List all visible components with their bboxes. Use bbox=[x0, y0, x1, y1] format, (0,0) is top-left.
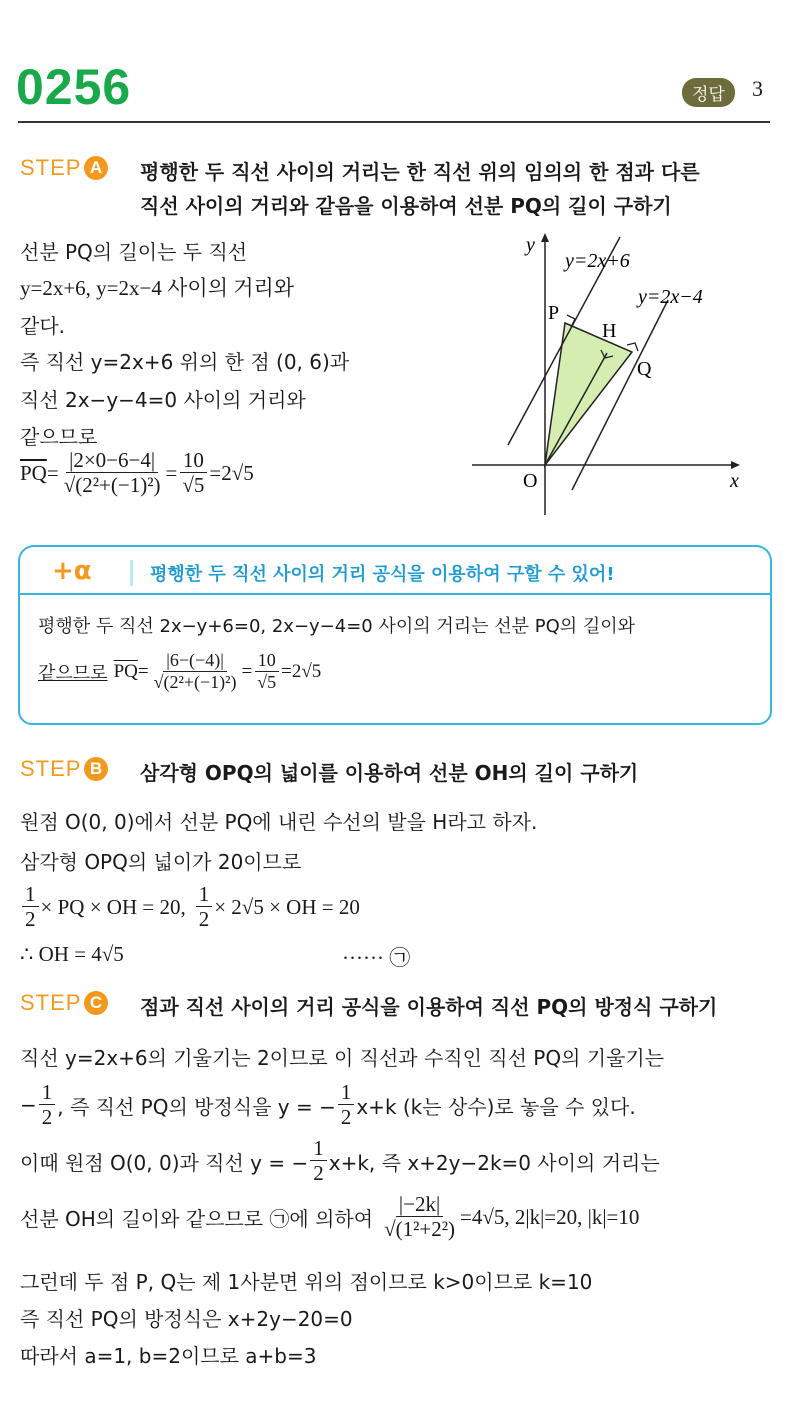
therefore-line: ∴ OH = 4√5 bbox=[20, 942, 124, 966]
text: x+k (k는 상수)로 놓을 수 있다. bbox=[356, 1094, 636, 1119]
equation-a: × PQ × OH = 20, bbox=[40, 894, 186, 919]
step-b-equation bbox=[20, 882, 360, 932]
numerator: 10 bbox=[255, 650, 279, 672]
origin-label: O bbox=[523, 470, 538, 492]
denominator: 2 bbox=[198, 907, 210, 932]
numerator: 1 bbox=[310, 1136, 327, 1161]
x-axis-label: x bbox=[730, 470, 739, 492]
step-word: STEP bbox=[20, 155, 82, 180]
step-c-line-1: 직선 y=2x+6의 기울기는 2이므로 이 직선과 수직인 직선 PQ의 기울기는 bbox=[20, 1046, 665, 1070]
prefix: 같으므로 bbox=[38, 662, 108, 684]
separator bbox=[130, 560, 133, 586]
equals: = bbox=[241, 660, 253, 682]
fraction bbox=[179, 448, 207, 498]
step-word: STEP bbox=[20, 756, 82, 781]
fraction-half bbox=[310, 1136, 327, 1186]
step-c-circle: C bbox=[84, 991, 108, 1015]
step-b-title: 삼각형 OPQ의 넓이를 이용하여 선분 OH의 길이 구하기 bbox=[140, 761, 639, 785]
text: 이때 원점 O(0, 0)과 직선 y = − bbox=[20, 1150, 309, 1175]
denominator: √(1²+2²) bbox=[384, 1217, 456, 1242]
step-b-circle: B bbox=[84, 757, 108, 781]
text: 선분 OH의 길이와 같으므로 ㉠에 의하여 bbox=[20, 1206, 374, 1231]
y-axis-label: y bbox=[526, 234, 535, 256]
denominator: √(2²+(−1)²) bbox=[153, 671, 237, 692]
pq-overline: $\overline{PQ}$ bbox=[113, 660, 138, 682]
equals: = bbox=[165, 460, 178, 485]
numerator: 10 bbox=[180, 448, 207, 473]
fraction-half bbox=[338, 1080, 355, 1130]
x-arrow bbox=[731, 461, 740, 469]
step-a-formula bbox=[20, 448, 254, 498]
denominator: 2 bbox=[340, 1105, 352, 1130]
step-c-line-5: 그런데 두 점 P, Q는 제 1사분면 위의 점이므로 k>0이므로 k=10 bbox=[20, 1270, 593, 1294]
numerator: 1 bbox=[22, 882, 39, 907]
equation-b: × 2√5 × OH = 20 bbox=[214, 894, 360, 919]
step-a-line: 같다. bbox=[20, 314, 65, 338]
equals: = bbox=[46, 460, 59, 485]
fraction bbox=[381, 1192, 458, 1242]
plus-alpha-icon: +α bbox=[52, 556, 92, 586]
numerator: |−2k| bbox=[396, 1192, 443, 1217]
numerator: |6−(−4)| bbox=[163, 650, 227, 672]
numerator: 1 bbox=[196, 882, 213, 907]
step-a-title-2: 직선 사이의 거리와 같음을 이용하여 선분 PQ의 길이 구하기 bbox=[140, 194, 672, 218]
pq-overline: $\overline{PQ}$ bbox=[20, 460, 47, 485]
tip-title: 평행한 두 직선 사이의 거리 공식을 이용하여 구할 수 있어! bbox=[150, 564, 615, 585]
triangle-opq bbox=[545, 323, 632, 465]
step-c-line-7: 따라서 a=1, b=2이므로 a+b=3 bbox=[20, 1344, 317, 1368]
denominator: √5 bbox=[182, 473, 205, 498]
denominator: 2 bbox=[25, 907, 36, 932]
answer-value: 3 bbox=[752, 76, 763, 101]
numerator: 1 bbox=[39, 1080, 56, 1105]
step-a-line: 직선 2x−y−4=0 사이의 거리와 bbox=[20, 388, 306, 412]
y-arrow bbox=[541, 233, 549, 242]
numerator: |2×0−6−4| bbox=[66, 448, 158, 473]
denominator: 2 bbox=[313, 1161, 324, 1186]
step-b-line-2: 삼각형 OPQ의 넓이가 20이므로 bbox=[20, 850, 302, 874]
divider bbox=[18, 121, 770, 123]
result: =2√5 bbox=[209, 460, 254, 485]
point-q-label: Q bbox=[637, 358, 652, 380]
fraction-half bbox=[39, 1080, 56, 1130]
fraction bbox=[151, 650, 240, 693]
text: x+k, 즉 x+2y−2k=0 사이의 거리는 bbox=[328, 1150, 660, 1175]
result: =2√5 bbox=[281, 660, 322, 682]
step-a-line: 즉 직선 y=2x+6 위의 한 점 (0, 6)과 bbox=[20, 350, 350, 374]
numerator: 1 bbox=[338, 1080, 355, 1105]
answer-badge: 정답 bbox=[682, 78, 735, 107]
step-b-line-1: 원점 O(0, 0)에서 선분 PQ에 내린 수선의 발을 H라고 하자. bbox=[20, 810, 538, 834]
point-h-label: H bbox=[602, 320, 617, 342]
equals: = bbox=[137, 660, 149, 682]
step-c-line-2 bbox=[20, 1080, 636, 1130]
step-b-label bbox=[20, 756, 108, 782]
tip-line-2 bbox=[38, 650, 321, 693]
minus: − bbox=[20, 1093, 37, 1118]
fraction-half bbox=[196, 882, 213, 932]
coordinate-graph bbox=[460, 225, 760, 525]
fraction bbox=[61, 448, 164, 498]
step-c-label bbox=[20, 990, 108, 1016]
text: , 즉 직선 PQ의 방정식을 y = − bbox=[57, 1094, 336, 1119]
text: =4√5, 2|k|=20, |k|=10 bbox=[460, 1204, 640, 1229]
step-word: STEP bbox=[20, 990, 82, 1015]
step-c-line-4 bbox=[20, 1192, 639, 1242]
step-c-line-6: 즉 직선 PQ의 방정식은 x+2y−20=0 bbox=[20, 1307, 353, 1331]
step-c-title: 점과 직선 사이의 거리 공식을 이용하여 직선 PQ의 방정식 구하기 bbox=[140, 995, 718, 1019]
step-a-label bbox=[20, 155, 108, 181]
denominator: √(2²+(−1)²) bbox=[63, 473, 161, 498]
denominator: √5 bbox=[257, 671, 277, 692]
fraction bbox=[254, 650, 279, 693]
problem-number: 0256 bbox=[16, 59, 132, 115]
line2-label: y=2x−4 bbox=[638, 286, 703, 308]
step-a-circle: A bbox=[84, 156, 108, 180]
fraction-half bbox=[22, 882, 39, 932]
step-a-title-1: 평행한 두 직선 사이의 거리는 한 직선 위의 임의의 한 점과 다른 bbox=[140, 160, 700, 184]
denominator: 2 bbox=[41, 1105, 53, 1130]
tip-line-1: 평행한 두 직선 2x−y+6=0, 2x−y−4=0 사이의 거리는 선분 PQ의 길이와 bbox=[38, 616, 636, 637]
step-a-line: y=2x+6, y=2x−4 사이의 거리와 bbox=[20, 276, 295, 300]
step-a-line: 같으므로 bbox=[20, 425, 98, 449]
step-a-line: 선분 PQ의 길이는 두 직선 bbox=[20, 240, 248, 264]
line1-label: y=2x+6 bbox=[565, 250, 630, 272]
point-p-label: P bbox=[548, 302, 560, 324]
reference-mark: ······ ㉠ bbox=[342, 946, 411, 970]
step-c-line-3 bbox=[20, 1136, 660, 1186]
